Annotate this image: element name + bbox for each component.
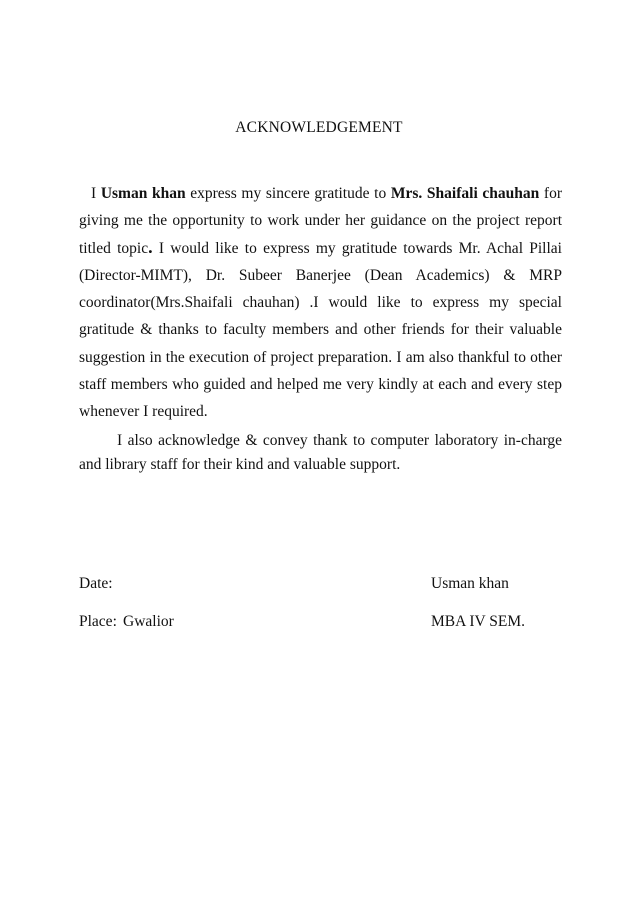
guide-name: Mrs. Shaifali chauhan (390, 185, 540, 202)
place-label: Place: (79, 613, 117, 630)
place-value: Gwalior (123, 613, 174, 630)
acknowledgement-paragraph-2 (79, 429, 562, 477)
para1-text-1: I (91, 185, 101, 202)
para1-text-2: express my sincere gratitude to (185, 185, 391, 202)
para1-text-3: for giving me the opportunity to work under her guidance on the project report titled topic (79, 185, 562, 258)
signatory-name: Usman khan (431, 575, 509, 592)
para2-text: I also acknowledge & convey thank to computer laboratory in-charge and library staff for their kind and valuable support. (79, 432, 562, 473)
date-label: Date: (79, 575, 113, 592)
para1-text-4: I would like to express my gratitude towards Mr. Achal Pillai (Director-MIMT), Dr. Subeer Banerjee (Dean Academics) & MRP coordinator(Mrs.Shaifali chauhan) .I would like to express my special gratitude & thanks to faculty members and other friends for their valuable suggestion in the execution of project preparation. I am also thankful to other staff members who guided and helped me very kindly at each and every step whenever I required. (79, 240, 562, 420)
page-title: ACKNOWLEDGEMENT (235, 119, 403, 136)
para1-period: . (148, 237, 153, 258)
signatory-class: MBA IV SEM. (431, 613, 526, 630)
acknowledgement-paragraph-1 (79, 180, 562, 425)
author-name: Usman khan (100, 185, 186, 202)
